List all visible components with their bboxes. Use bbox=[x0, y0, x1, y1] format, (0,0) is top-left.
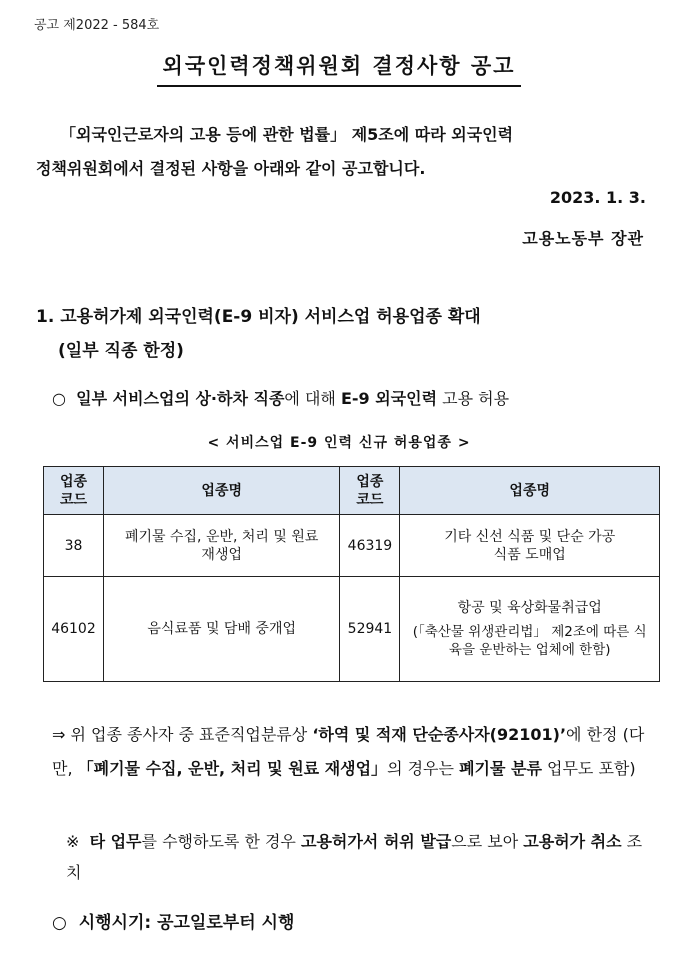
caution-text-2: 으로 보아 bbox=[451, 832, 524, 851]
header-code-1: 업종 코드 bbox=[44, 467, 104, 515]
intro-line-2: 정책위원회에서 결정된 사항을 아래와 같이 공고합니다. bbox=[36, 159, 426, 178]
arrow-note-bold-2: 「폐기물 수집, 운반, 처리 및 원료 재생업」 bbox=[77, 759, 388, 778]
bullet-text-1: 에 대해 bbox=[284, 389, 341, 408]
notice-number: 공고 제2022 - 584호 bbox=[34, 18, 160, 33]
circle-bullet-icon: ○ bbox=[52, 389, 66, 408]
section-1-title: 1. 고용허가제 외국인력(E-9 비자) 서비스업 허용업종 확대 bbox=[36, 307, 481, 327]
table-caption: < 서비스업 E-9 인력 신규 허용업종 > bbox=[207, 435, 471, 451]
arrow-note-bold-1: ‘하역 및 적재 단순종사자(92101)’ bbox=[312, 725, 567, 744]
section-2-bullet bbox=[52, 908, 294, 933]
page-title: 외국인력정책위원회 결정사항 공고 bbox=[157, 50, 522, 87]
bullet-text-2: 고용 허용 bbox=[437, 389, 510, 408]
caution-bold-3: 고용허가 취소 bbox=[523, 832, 622, 851]
caution-note bbox=[66, 826, 652, 888]
cell-name: 항공 및 육상화물취급업 bbox=[457, 600, 602, 616]
cell-name: 기타 신선 식품 및 단순 가공식품 도매업 bbox=[400, 515, 660, 577]
bullet-bold-2: E-9 외국인력 bbox=[340, 389, 438, 408]
effective-date-text: 시행시기: 공고일로부터 시행 bbox=[78, 913, 295, 933]
issuer: 고용노동부 장관 bbox=[522, 229, 644, 248]
caution-text-1: 를 수행하도록 한 경우 bbox=[141, 832, 301, 851]
arrow-note-text-4: 업무도 포함) bbox=[541, 759, 636, 778]
cell-name: 음식료품 및 담배 중개업 bbox=[103, 577, 339, 682]
arrow-note bbox=[52, 718, 652, 786]
caution-bold-1: 타 업무 bbox=[89, 832, 142, 851]
table-header-row bbox=[44, 467, 660, 515]
circle-bullet-icon: ○ bbox=[52, 913, 67, 933]
header-code-2: 업종 코드 bbox=[340, 467, 400, 515]
cell-note: (「축산물 위생관리법」 제2조에 따른 식육을 운반하는 업체에 한함) bbox=[412, 624, 647, 658]
notice-date: 2023. 1. 3. bbox=[549, 188, 646, 207]
caution-bold-2: 고용허가서 허위 발급 bbox=[300, 832, 452, 851]
table-row bbox=[44, 577, 660, 682]
arrow-note-bold-3: 폐기물 분류 bbox=[459, 759, 542, 778]
section-1-subtitle: (일부 직종 한정) bbox=[58, 341, 184, 361]
page-title-wrap bbox=[0, 50, 678, 87]
arrow-note-text-3: 의 경우는 bbox=[387, 759, 460, 778]
cell-name-with-note bbox=[400, 577, 660, 682]
section-1-bullet bbox=[52, 386, 509, 409]
bullet-bold-1: 일부 서비스업의 상·하차 직종 bbox=[76, 389, 285, 408]
header-name-2: 업종명 bbox=[400, 467, 660, 515]
arrow-note-text-2: 에 한정 (다만, bbox=[52, 725, 645, 778]
cell-code: 38 bbox=[44, 515, 104, 577]
industry-table bbox=[43, 466, 660, 682]
intro-line-1: 「외국인근로자의 고용 등에 관한 법률」 제5조에 따라 외국인력 bbox=[60, 125, 514, 144]
header-name-1: 업종명 bbox=[103, 467, 339, 515]
reference-mark-icon: ※ bbox=[66, 832, 80, 851]
arrow-icon: ⇒ bbox=[52, 725, 66, 744]
cell-code: 52941 bbox=[340, 577, 400, 682]
caution-text-3: 조치 bbox=[66, 832, 643, 882]
cell-code: 46102 bbox=[44, 577, 104, 682]
arrow-note-text-1: 위 업종 종사자 중 표준직업분류상 bbox=[65, 725, 313, 744]
table-row bbox=[44, 515, 660, 577]
cell-name: 폐기물 수집, 운반, 처리 및 원료 재생업 bbox=[103, 515, 339, 577]
cell-code: 46319 bbox=[340, 515, 400, 577]
